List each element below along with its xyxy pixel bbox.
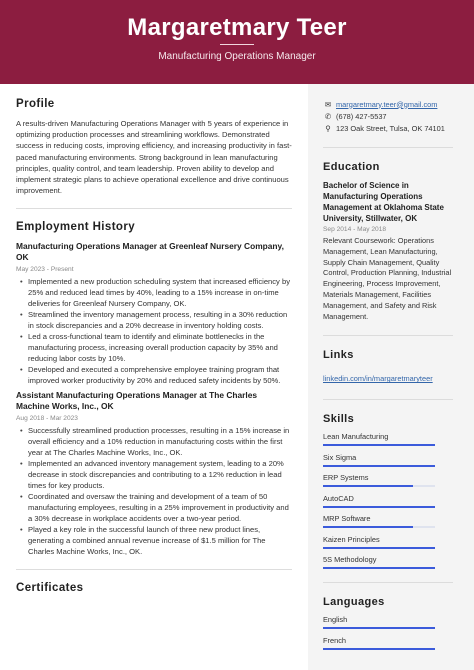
skill-name: Kaizen Principles (323, 534, 380, 544)
skill-level-bar (323, 627, 435, 629)
languages-list (323, 615, 453, 650)
profile-summary: A results-driven Manufacturing Operations Manager with 5 years of experience in optimizing production processes and streamlining workflows. Demonstrated success in reducing costs, improving efficiency, and increasing productivity in fast-paced manufacturing environments. Strong background in lean manufacturing principles, quality control, and team leadership. Proven ability to develop and implement strategic plans to achieve operational excellence and drive continuous improvement. (16, 119, 292, 196)
education-heading: Education (323, 161, 380, 173)
email-link[interactable]: margaretmary.teer@gmail.com (336, 99, 438, 109)
sidebar-column (323, 98, 453, 656)
skill-level-fill (323, 485, 413, 487)
skill-name: AutoCAD (323, 493, 354, 503)
skill-level-bar (323, 567, 435, 569)
education-coursework: Relevant Coursework: Operations Management, Lean Manufacturing, Supply Chain Management, Quality Control, Production Planning, Industrial Engineering, Process Improvement, Materials Management, Facilities Management, and Safety and Risk Management. (323, 236, 452, 321)
languages-heading: Languages (323, 596, 385, 609)
certificates-heading: Certificates (16, 582, 84, 595)
contact-address-row (323, 122, 453, 134)
skill-item (323, 636, 453, 650)
skill-item (323, 453, 453, 467)
skills-heading: Skills (323, 413, 355, 426)
education-section (323, 161, 453, 322)
contact-block (323, 98, 453, 134)
skill-level-fill (323, 547, 435, 549)
phone-icon: ✆ (324, 111, 332, 121)
job-bullet: • Played a key role in the successful launch of three new product lines, generating a combined annual revenue increase of $1.5 million for The Charles Machine Works, Inc., OK. (20, 524, 292, 557)
skill-level-bar (323, 547, 435, 549)
skill-name: English (323, 615, 348, 625)
job-date: Aug 2018 - Mar 2023 (16, 415, 78, 423)
job-bullets (16, 276, 292, 386)
skill-level-fill (323, 567, 435, 569)
skill-name: Lean Manufacturing (323, 432, 389, 442)
header-banner (0, 0, 474, 84)
contact-email-row (323, 98, 453, 110)
education-degree: Bachelor of Science in Manufacturing Operations Management at Oklahoma State University, Stillwater, OK (323, 181, 444, 223)
job-bullets (16, 425, 292, 557)
skill-name: MRP Software (323, 514, 371, 524)
links-heading: Links (323, 349, 354, 362)
job-entry (16, 241, 292, 386)
skill-item (323, 615, 453, 629)
skill-item (323, 432, 453, 446)
envelope-icon: ✉ (324, 99, 332, 109)
job-bullet: • Developed and executed a comprehensive employee training program that improved worker productivity by 20% and reduced safety incidents by 50%. (20, 364, 292, 386)
job-bullet: • Led a cross-functional team to identify and eliminate bottlenecks in the manufacturing process, increasing overall production capacity by 35% and reducing labor costs by 10%. (20, 331, 292, 364)
job-title: Assistant Manufacturing Operations Manager at The Charles Machine Works, Inc., OK (16, 390, 258, 412)
skill-level-bar (323, 506, 435, 508)
main-column (16, 98, 292, 602)
contact-phone-row (323, 110, 453, 122)
skill-item (323, 555, 453, 569)
skill-name: French (323, 635, 347, 645)
address: 123 Oak Street, Tulsa, OK 74101 (336, 123, 445, 133)
skill-level-bar (323, 648, 435, 650)
skill-level-bar (323, 526, 435, 528)
job-bullet: • Coordinated and oversaw the training and development of a team of 50 manufacturing employees, resulting in a 25% improvement in productivity and a 30% decrease in workplace accidents over a two-year period. (20, 491, 292, 524)
certificates-section (16, 582, 292, 594)
skill-level-fill (323, 465, 435, 467)
skill-item (323, 535, 453, 549)
skill-level-fill (323, 627, 435, 629)
skill-name: ERP Systems (323, 473, 369, 483)
header-divider (220, 44, 254, 45)
map-pin-icon: ⚲ (325, 123, 331, 133)
skill-level-fill (323, 648, 435, 650)
job-title: Manufacturing Operations Manager at Greenleaf Nursery Company, OK (16, 241, 284, 263)
skill-level-bar (323, 444, 435, 446)
skill-item (323, 494, 453, 508)
job-bullet: • Successfully streamlined production processes, resulting in a 15% increase in overall efficiency and a 10% reduction in manufacturing costs within the first year at The Charles Machine Works, Inc., OK. (20, 425, 292, 458)
skill-name: 5S Methodology (323, 555, 377, 565)
job-bullet: • Streamlined the inventory management process, resulting in a 30% reduction in stock discrepancies and a 20% decrease in inventory holding costs. (20, 309, 292, 331)
job-bullet: • Implemented an advanced inventory management system, leading to a 20% decrease in stock discrepancies and contributing to a 12% reduction in lead times for key products. (20, 458, 292, 491)
skill-level-fill (323, 444, 435, 446)
links-section (323, 349, 453, 386)
phone-number: (678) 427-5537 (336, 111, 387, 121)
candidate-role: Manufacturing Operations Manager (158, 51, 316, 62)
section-divider (16, 208, 292, 209)
education-date: Sep 2014 - May 2018 (323, 226, 387, 233)
sidebar-divider (323, 399, 453, 400)
job-date: May 2023 - Present (16, 266, 74, 274)
skill-level-bar (323, 485, 435, 487)
employment-heading: Employment History (16, 221, 136, 234)
skill-level-fill (323, 526, 413, 528)
section-divider (16, 569, 292, 570)
skill-level-bar (323, 465, 435, 467)
profile-section (16, 98, 292, 196)
employment-section (16, 221, 292, 557)
skills-list (323, 432, 453, 569)
sidebar-divider (323, 582, 453, 583)
profile-heading: Profile (16, 98, 55, 110)
skill-item (323, 514, 453, 528)
candidate-name: Margaretmary Teer (127, 14, 347, 41)
sidebar-divider (323, 147, 453, 148)
skill-item (323, 473, 453, 487)
skill-level-fill (323, 506, 435, 508)
skills-section (323, 413, 453, 569)
sidebar-divider (323, 335, 453, 336)
job-bullet: • Implemented a new production scheduling system that increased efficiency by 25% and reduced lead times by 40%, leading to a 15% increase in on-time deliveries for Greenleaf Nursery Company, OK. (20, 276, 292, 309)
linkedin-link[interactable]: linkedin.com/in/margaretmaryteer (323, 374, 433, 384)
languages-section (323, 596, 453, 650)
skill-name: Six Sigma (323, 452, 357, 462)
job-entry (16, 390, 292, 557)
